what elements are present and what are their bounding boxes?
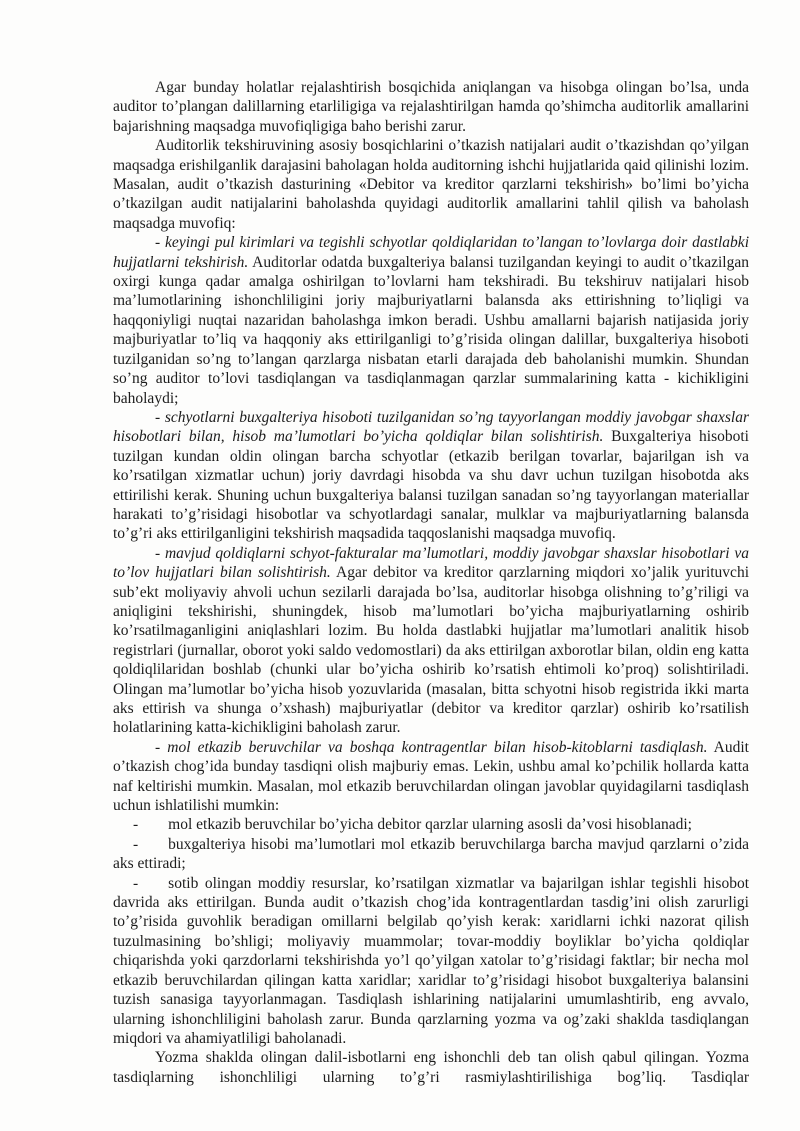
paragraph-6-text: Audit o’tkazish chog’ida bunday tasdiqni olish majburiy emas. Lekin, ushbu amal ko’pchilik hollarda katta naf keltirishi mumkin. Masalan, mol etkazib beruvchilardan olingan javoblar quyidagilarni tasdiqlash uchun ishlatilishi mumkin: — [113, 738, 749, 815]
paragraph-3-text: Auditorlar odatda buxgalteriya balansi tuzilgandan keyingi to audit o’tkazilgan oxirgi kunga qadar amalga oshirilgan to’lovlarni ham tekshiradi. Bu tekshiruv natijalari hisob ma’lumotlarining ishonchliligini joriy majburiyatlarni balansda aks ettirishning to’liqligi va haqqoniyligi nuqtai nazaridan baholashga imkon beradi. Ushbu amallarni bajarish natijasida joriy majburiyatlar to’liq va haqqoniy aks ettirilganligi to’g’risida olingan dalillar, buxgalteriya hisoboti tuzilganidan so’ng to’langan qarzlarga nisbatan etarli darajada deb baholanishi mumkin. Shundan so’ng auditor to’lovi tasdiqlangan va tasdiqlanmagan qarzlar summalarining katta - kichikligini baholaydi; — [113, 253, 749, 407]
italic-lead-4: - mol etkazib beruvchilar va boshqa kontragentlar bilan hisob-kitoblarni tasdiqlash. — [155, 738, 708, 756]
paragraph-4 — [113, 408, 749, 544]
document-page — [113, 78, 749, 1087]
italic-lead-1: - keyingi pul kirimlari va tegishli schyotlar qoldiqlaridan to’langan to’lovlarga doir dastlabki hujjatlarni tekshirish. — [113, 234, 749, 271]
dash-marker-1: - — [133, 816, 139, 834]
dash-marker-3: - — [133, 874, 139, 892]
paragraph-2: Auditorlik tekshiruvining asosiy bosqichlarini o’tkazish natijalari audit o’tkazishdan qo’yilgan maqsadga erishilganlik darajasini baholagan holda auditorning ishchi hujjatlarida qaid qilinishi lozim. Masalan, audit o’tkazish dasturining «Debitor va kreditor qarzlarni tekshirish» bo’limi bo’yicha o’tkazilgan audit natijalarini baholashda quyidagi auditorlik amallarini tahlil qilish va baholash maqsadga muvofiq: — [113, 137, 749, 232]
italic-lead-3: - mavjud qoldiqlarni schyot-fakturalar ma’lumotlari, moddiy javobgar shaxslar hisobotlari va to’lov hujjatlari bilan solishtirish. — [113, 544, 749, 582]
dash-marker-2: - — [133, 835, 139, 853]
paragraph-5 — [113, 544, 749, 738]
paragraph-4-text: Buxgalteriya hisoboti tuzilgan kundan oldin olingan barcha schyotlar (etkazib berilgan tovarlar, bajarilgan ish va ko’rsatilgan xizmatlar uchun) joriy davrdagi hisobda va shu davr uchun tuzilgan hisobotda aks ettirilishi kerak. Shuning uchun buxgalteriya balansi tuzilgan sanadan so’ng tayyorlangan materiallar harakati to’g’risidagi hisobotlar va schyotlardagi sanalar, mulklar va majburiyatlarning balansda to’g’ri aks ettirilganligini tekshirish maqsadida taqqoslanishi maqsadga muvofiq. — [113, 428, 749, 543]
paragraph-6 — [113, 738, 749, 816]
list-item-3-text: sotib olingan moddiy resurslar, ko’rsatilgan xizmatlar va bajarilgan ishlar tegishli hisobot davrida aks ettirilgan. Bunda audit o’tkazish chog’ida kontragentlardan tasdig’ini olish zarurligi to’g’risida guvohlik beradigan omillarni belgilab qo’yish kerak: xaridlarni ichki nazorat qilish tuzulmasining bo’shligi; moliyaviy muammolar; tovar-moddiy boyliklar bo’yicha qoldiqlar chiqarishda yoki qarzdorlarni tekshirishda yo’l qo’yilgan xatolar to’g’risidagi faktlar; bir necha mol etkazib beruvchilardan qilingan katta xaridlar; xaridlar to’g’risidagi hisobot buxgalteriya balansini tuzish sanasiga tayyorlanmagan. Tasdiqlash ishlarining natijalarini umumlashtirib, eng avvalo, ularning ishonchliligini baholash zarur. Bunda qarzlarning yozma va og’zaki shaklda tasdiqlangan miqdori va ahamiyatliligi baholanadi. — [113, 874, 749, 1047]
paragraph-3 — [113, 233, 749, 408]
paragraph-1: Agar bunday holatlar rejalashtirish bosqichida aniqlangan va hisobga olingan bo’lsa, unda auditor to’plangan dalillarning etarliligiga va rejalashtirilgan hamda qo’shimcha auditorlik amallarini bajarishning maqsadga muvofiqligiga baho berishi zarur. — [113, 79, 749, 135]
paragraph-5-text: Agar debitor va kreditor qarzlarning miqdori xo’jalik yurituvchi sub’ekt moliyaviy ahvoli uchun sezilarli darajada bo’lsa, auditorlar hisobga olishning to’g’riligi va aniqligini tekshirishi, shuningdek, hisob ma’lumotlari bo’yicha majburiyatlarning oshirib ko’rsatilmaganligini aniqlashlari lozim. Bu holda dastlabki hujjatlar ma’lumotlari analitik hisob registrlari (jurnallar, oborot yoki saldo vedomostlari) da aks ettirilgan axborotlar bilan, oldin eng katta qoldiqlilaridan boshlab (chunki ular bo’yicha oshirib ko’rsatish ehtimoli ko’proq) solishtiriladi. Olingan ma’lumotlar bo’yicha hisob yozuvlarida (masalan, bitta schyotni hisob registrida ikki marta aks ettirish va shunga o’xshash) majburiyatlar (debitor va kreditor qarzlar) oshirib ko’rsatilish holatlarining katta-kichikligini baholash zarur. — [113, 564, 749, 737]
list-item-1-text: mol etkazib beruvchilar bo’yicha debitor qarzlar ularning asosli da’vosi hisoblanadi; — [168, 816, 692, 834]
list-item-2-text: buxgalteriya hisobi ma’lumotlari mol etkazib beruvchilarga barcha mavjud qarzlarni o’zida aks ettiradi; — [113, 835, 749, 873]
list-item-3 — [113, 874, 749, 1049]
italic-lead-2: - schyotlarni buxgalteriya hisoboti tuzilganidan so’ng tayyorlangan moddiy javobgar shaxslar hisobotlari bilan, hisob ma’lumotlari bo’yicha qoldiqlar bilan solishtirish. — [113, 408, 749, 446]
list-item-1 — [113, 815, 749, 834]
paragraph-7: Yozma shaklda olingan dalil-isbotlarni eng ishonchli deb tan olish qabul qilingan. Yozma tasdiqlarning ishonchliligi ularning to’g’ri rasmiylashtirilishiga bog’liq. Tasdiqlar — [113, 1049, 749, 1086]
list-item-2 — [113, 835, 749, 874]
